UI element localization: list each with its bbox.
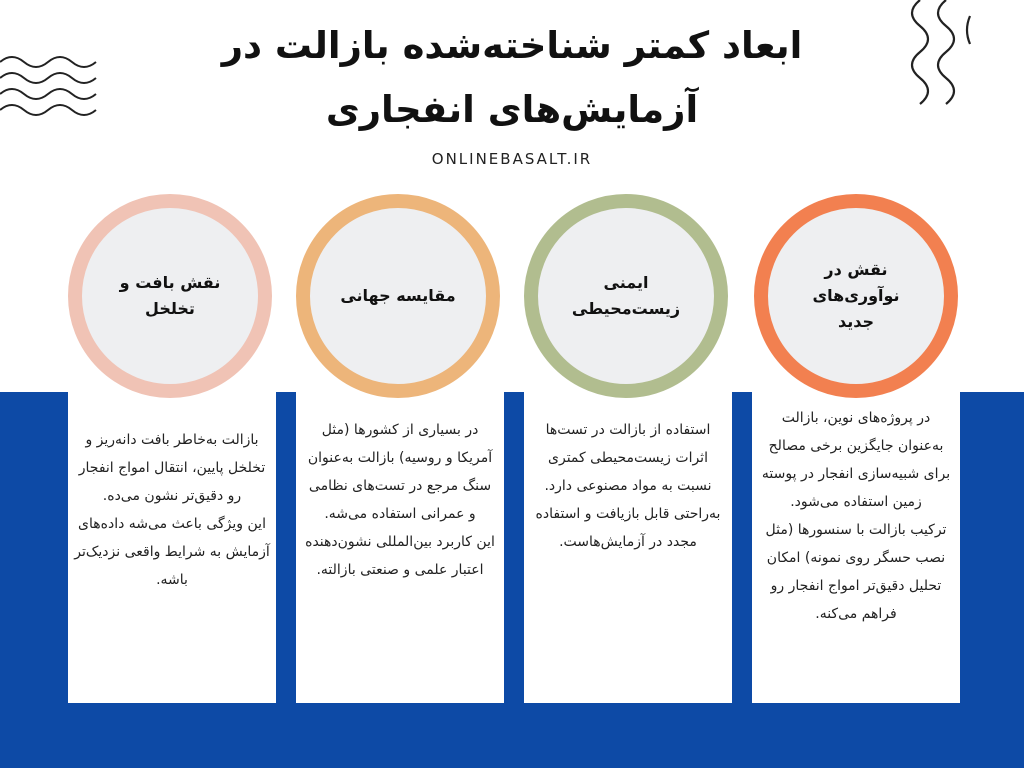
title-line-1: ابعاد کمتر شناخته‌شده بازالت در bbox=[221, 24, 803, 67]
card-paragraph: به‌راحتی قابل بازیافت و استفاده مجدد در آزمایش‌هاست. bbox=[535, 506, 721, 550]
circle-heading-environmental-safety bbox=[524, 194, 728, 398]
site-url: ONLINEBASALT.IR bbox=[431, 150, 593, 168]
card-paragraph: در پروژه‌های نوین، بازالت به‌عنوان جایگزین برخی مصالح برای شبیه‌سازی انفجار در پوسته زمین استفاده می‌شود. bbox=[761, 410, 951, 510]
circle-heading-text: مقایسه جهانی bbox=[340, 286, 456, 305]
page-title bbox=[170, 14, 854, 142]
card-paragraph: در بسیاری از کشورها (مثل آمریکا و روسیه) بازالت به‌عنوان سنگ مرجع در تست‌های نظامی و عمرانی استفاده می‌شه. bbox=[307, 422, 493, 522]
info-card-environmental-safety bbox=[524, 392, 732, 703]
circle-heading-text: ایمنی زیست‌محیطی bbox=[571, 273, 681, 318]
info-card-innovation bbox=[752, 392, 960, 703]
circle-heading-text: نقش در نوآوری‌های جدید bbox=[812, 260, 900, 331]
card-paragraph: بازالت به‌خاطر بافت دانه‌ریز و تخلخل پایین، انتقال امواج انفجار رو دقیق‌تر نشون می‌ده. bbox=[78, 432, 266, 504]
circle-heading-texture bbox=[68, 194, 272, 398]
info-card-texture bbox=[68, 392, 276, 703]
card-paragraph: این کاربرد بین‌المللی نشون‌دهنده اعتبار علمی و صنعتی بازالته. bbox=[305, 534, 495, 578]
card-paragraph: ترکیب بازالت با سنسورها (مثل نصب حسگر روی نمونه) امکان تحلیل دقیق‌تر امواج انفجار رو فراهم می‌کنه. bbox=[765, 522, 947, 622]
info-card-global-comparison bbox=[296, 392, 504, 703]
card-paragraph: استفاده از بازالت در تست‌ها اثرات زیست‌محیطی کمتری نسبت به مواد مصنوعی دارد. bbox=[544, 422, 712, 494]
circle-heading-text: نقش بافت و تخلخل bbox=[119, 273, 221, 318]
title-line-2: آزمایش‌های انفجاری bbox=[325, 88, 699, 131]
card-paragraph: این ویژگی باعث می‌شه داده‌های آزمایش به شرایط واقعی نزدیک‌تر باشه. bbox=[74, 516, 270, 588]
wave-lines-decoration bbox=[0, 52, 100, 120]
circle-heading-global-comparison bbox=[296, 194, 500, 398]
squiggle-lines-decoration bbox=[900, 0, 980, 108]
circle-heading-innovation bbox=[754, 194, 958, 398]
